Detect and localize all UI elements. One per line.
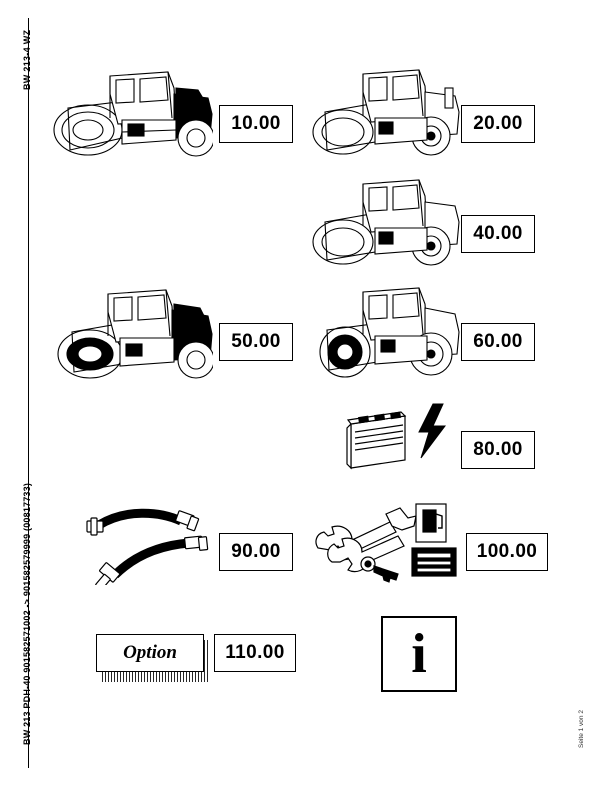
tools-fuel-icon — [312, 500, 462, 585]
section-number-10: 10.00 — [219, 105, 293, 143]
roller-machine-solid-icon — [48, 278, 213, 386]
roller-machine-front-icon — [303, 278, 461, 386]
roller-machine-outline-icon-20 — [305, 58, 460, 163]
section-number-50: 50.00 — [219, 323, 293, 361]
section-number-60: 60.00 — [461, 323, 535, 361]
section-number-90: 90.00 — [219, 533, 293, 571]
option-label-icon: Option — [96, 634, 204, 672]
section-number-40: 40.00 — [461, 215, 535, 253]
information-icon — [381, 616, 457, 692]
header-vertical-title: BW 213-4 WZ — [22, 29, 32, 90]
hydraulic-hoses-icon — [85, 505, 210, 585]
section-number-20: 20.00 — [461, 105, 535, 143]
battery-electrics-icon — [345, 402, 455, 474]
information-glyph: i — [411, 623, 427, 685]
page-number-label: Seite 1 von 2 — [578, 710, 585, 748]
roller-machine-outline-icon-40 — [305, 168, 460, 273]
section-number-80: 80.00 — [461, 431, 535, 469]
footer-vertical-reference: BW 213 PDH-40 901582571002 -> 901582579999 (00817733) — [22, 482, 32, 745]
roller-machine-smooth-drum-icon — [48, 58, 213, 163]
section-number-100: 100.00 — [466, 533, 548, 571]
section-number-110: 110.00 — [214, 634, 296, 672]
